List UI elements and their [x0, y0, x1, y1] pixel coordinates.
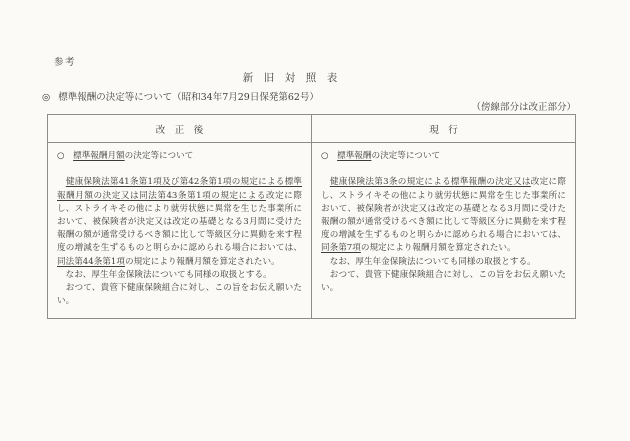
- page-title: 新 旧 対 照 表: [242, 72, 338, 84]
- cell-current: [312, 143, 575, 318]
- note-line-pension: なお、厚生年金保険法についても同様の取扱とする。: [57, 269, 272, 280]
- subject-text: 標準報酬の決定等について（昭和34年7月29日保発第62号）: [58, 92, 319, 103]
- header-cell-revised: 改 正 後: [48, 115, 312, 142]
- note-line-pension: なお、厚生年金保険法についても同様の取扱とする。: [321, 256, 536, 267]
- note-line-union: おつて、貴管下健康保険組合に対し、この旨をお伝え願いたい。: [57, 283, 302, 307]
- table-header-row: [48, 115, 575, 143]
- reference-label: 参考: [54, 57, 77, 68]
- blank-line: [57, 163, 302, 176]
- table-body-row: [48, 143, 575, 318]
- paragraph-current: 健康保険法第3条の規定による標準報酬の決定又は改定に際し、ストライキその他により就労状態に異常を生じた事業所において、被保険者が決定又は改定の基礎となる3月間に受けた報酬の額が通常受けるべき額に比して等級区分に異動を来す程度の増減を生ずるものと明らかに認められる場合においては、同条第7項の規定により報酬月額を算定されたい。: [321, 177, 566, 254]
- header-cell-current: 現 行: [429, 125, 458, 136]
- section-heading-revised: ○ 標準報酬月額の決定等について: [57, 151, 194, 161]
- cell-revised: [48, 143, 312, 318]
- double-circle-marker: ◎: [42, 92, 51, 103]
- paragraph-revised: 健康保険法第41条第1項及び第42条第1項の規定による標準報酬月額の決定又は同法第43条第1項の規定による改定に際し、ストライキその他により就労状態に異常を生じた事業所において、被保険者が決定又は改定の基礎となる3月間に受けた報酬の額が通常受けるべき額に比して等級区分に異動を来す程度の増減を生ずるものと明らかに認められる場合においては、同法第44条第1項の規定により報酬月額を算定されたい。: [57, 177, 302, 267]
- revision-note: （傍線部分は改正部分）: [471, 102, 576, 113]
- subject-line: [42, 89, 319, 103]
- section-heading-current: ○ 標準報酬の決定等について: [321, 151, 441, 161]
- blank-line: [321, 163, 566, 176]
- note-line-union: おつて、貴管下健康保険組合に対し、この旨をお伝え願いたい。: [321, 269, 566, 294]
- comparison-table: [47, 114, 576, 319]
